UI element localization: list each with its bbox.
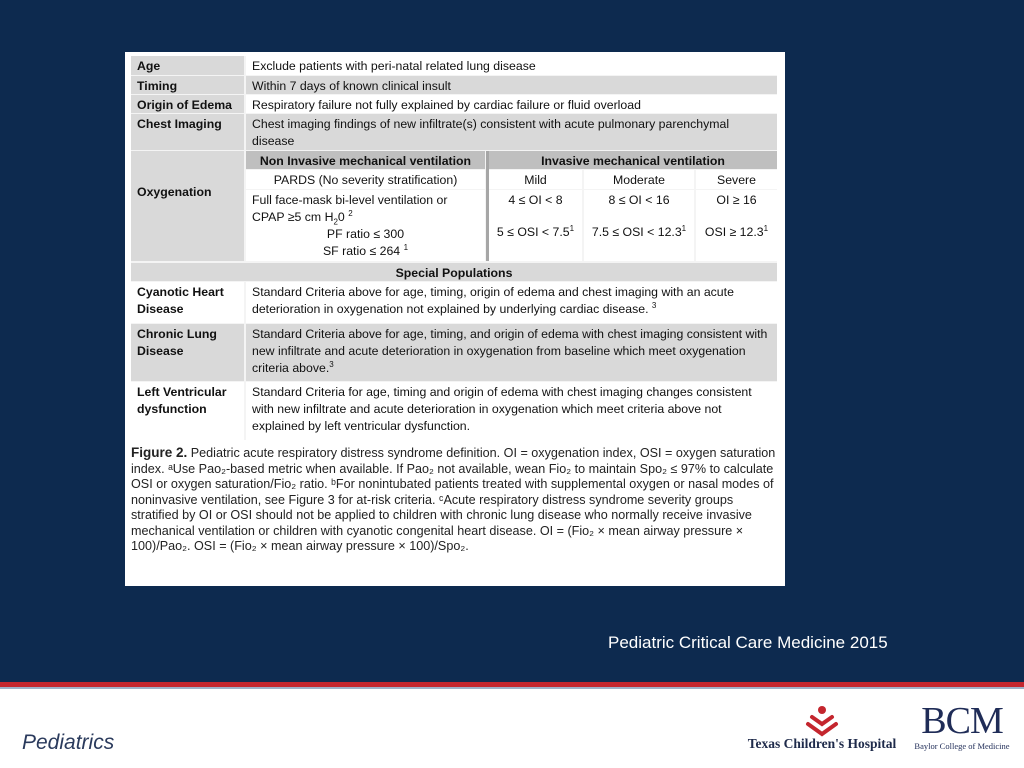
figure-caption (131, 445, 779, 555)
mild-oi: 4 ≤ OI < 8 (508, 193, 563, 207)
row-label-cyanotic: Cyanotic Heart Disease (131, 282, 244, 323)
section-label: Pediatrics (22, 731, 115, 754)
figure-label: Figure 2. (131, 445, 188, 460)
severity-severe: Severe (696, 170, 777, 189)
texas-childrens-logo (742, 704, 902, 754)
figure-image (125, 52, 785, 586)
moderate-criteria (584, 190, 694, 261)
severe-osi: OSI ≥ $12.3^1$ (704, 223, 769, 239)
row-label-oxygenation: Oxygenation (131, 151, 244, 261)
niv-line2: CPAP ≥5 cm $H_20$ $^2$ (252, 208, 353, 227)
row-label-imaging: Chest Imaging (131, 114, 244, 150)
row-label-chronic: Chronic Lung Disease (131, 324, 244, 381)
row-label-lv: Left Ventricular dysfunction (131, 382, 244, 440)
pards-no-stratification: PARDS (No severity stratification) (246, 170, 485, 189)
mild-criteria (489, 190, 582, 261)
tch-emblem-icon (742, 704, 902, 738)
header-special-populations: Special Populations (131, 263, 777, 281)
bcm-name: Baylor College of Medicine (914, 741, 1010, 751)
row-label-age: Age (131, 56, 244, 75)
row-text-timing: Within 7 days of known clinical insult (246, 76, 777, 94)
row-text-imaging: Chest imaging findings of new infiltrate(s) consistent with acute pulmonary parenchymal disease (246, 114, 777, 150)
pf-ratio: PF ratio ≤ 300 (326, 227, 405, 241)
row-text-age: Exclude patients with peri-natal related lung disease (246, 56, 777, 75)
row-label-timing: Timing (131, 76, 244, 94)
bcm-logo (912, 700, 1012, 753)
accent-divider-light (0, 687, 1024, 689)
column-divider (486, 151, 489, 261)
severity-mild: Mild (489, 170, 582, 189)
pards-definition-table (131, 56, 777, 440)
citation: Pediatric Critical Care Medicine 2015 (608, 633, 888, 652)
mild-osi: 5 ≤ OSI < $7.5^1$ (496, 223, 575, 239)
header-imv: Invasive mechanical ventilation (489, 151, 777, 169)
niv-criteria (246, 190, 485, 261)
bcm-letters: BCM (921, 700, 1003, 742)
row-text-edema: Respiratory failure not fully explained by cardiac failure or fluid overload (246, 95, 777, 113)
header-niv: Non Invasive mechanical ventilation (246, 151, 485, 169)
niv-line1: Full face-mask bi-level ventilation or (252, 193, 448, 207)
moderate-oi: 8 ≤ OI < 16 (608, 193, 670, 207)
figure-caption-text: Pediatric acute respiratory distress syndrome definition. OI = oxygenation index, OSI = oxygen saturation index. ᵃUse Pao₂-based metric when available. If Pao₂ not available, wean Fio₂ to maintain Spo₂ ≤ 97% to calculate OSI or oxygen saturation/Fio₂ ratio. ᵇFor nonintubated patients treated with supplemental oxygen or nasal modes of noninvasive ventilation, see Figure 3 for at-risk criteria. ᶜAcute respiratory distress syndrome severity groups stratified by OI or OSI should not be applied to children with chronic lung disease who normally receive invasive mechanical ventilation or children with cyanotic congenital heart disease. OI = (Fio₂ × mean airway pressure × 100)/Pao₂. OSI = (Fio₂ × mean airway pressure × 100)/Spo₂. (131, 446, 776, 553)
severity-moderate: Moderate (584, 170, 694, 189)
severe-criteria (696, 190, 777, 261)
row-text-chronic: Standard Criteria above for age, timing, and origin of edema with chest imaging consistent with new infiltrate and acute deterioration in oxygenation from baseline which meet oxygenation criteria above.$^3$ (246, 324, 777, 381)
row-label-edema: Origin of Edema (131, 95, 244, 113)
row-text-lv: Standard Criteria for age, timing and origin of edema with chest imaging changes consistent with new infiltrate and acute deterioration in oxygenation which meet criteria above not explained by left ventricular dysfunction. (246, 382, 777, 440)
tch-name: Texas Children's Hospital (747, 736, 897, 751)
moderate-osi: 7.5 ≤ OSI < $12.3^1$ (591, 223, 687, 239)
row-text-cyanotic: Standard Criteria above for age, timing, origin of edema and chest imaging with an acute deterioration in oxygenation not explained by underlying cardiac disease. $^3$ (246, 282, 777, 323)
sf-ratio: SF ratio ≤ 264 $^1$ (322, 242, 409, 258)
severe-oi: OI ≥ 16 (716, 193, 757, 207)
